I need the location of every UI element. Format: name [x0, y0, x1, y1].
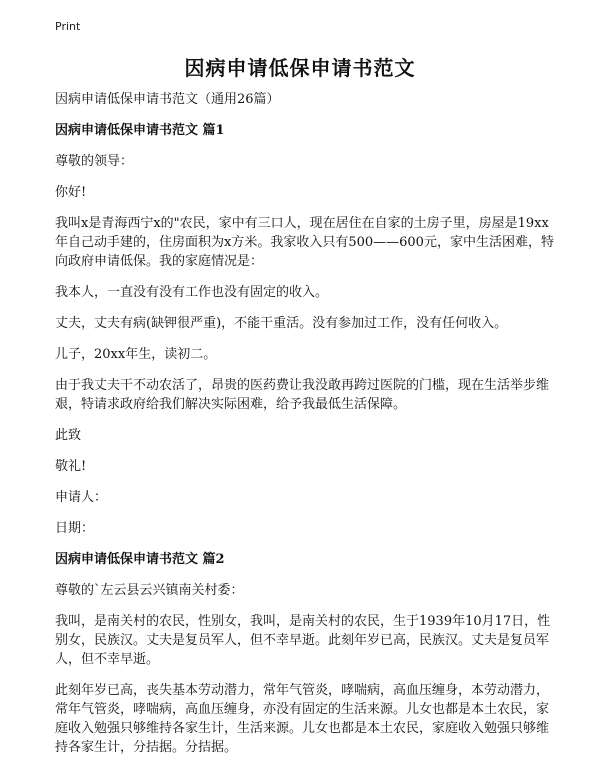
- paragraph: 丈夫，丈夫有病(缺钾很严重)，不能干重活。没有参加过工作，没有任何收入。: [55, 316, 508, 331]
- paragraph: 此刻年岁已高，丧失基本劳动潜力，常年气管炎，哮喘病，高血压缠身，本劳动潜力，常年气管炎，哮喘病，高血压缠身，亦没有固定的生活来源。儿女也都是本土农民，家庭收入勉强只够维持各家生计，生活来源。儿女也都是本土农民，家庭收入勉强只够维持各家生计，分拮据。分拮据。: [55, 683, 550, 755]
- applicant-line: 申请人：: [55, 490, 108, 505]
- greeting: 尊敬的领导：: [55, 154, 134, 169]
- document-body: [55, 90, 555, 769]
- closing-line: 敬礼!: [55, 459, 87, 474]
- paragraph: 儿子，20xx年生，读初二。: [55, 347, 217, 362]
- greeting: 尊敬的`左云县云兴镇南关村委：: [55, 583, 244, 598]
- paragraph: 由于我丈夫干不动农活了，昂贵的医药费让我没敢再跨过医院的门槛，现在生活举步维艰，特请求政府给我们解决实际困难，给予我最低生活保障。: [55, 378, 550, 412]
- paragraph: 我本人，一直没有没有工作也没有固定的收入。: [55, 285, 329, 300]
- page-title: 因病申请低保申请书范文: [184, 56, 416, 80]
- section-heading: 因病申请低保申请书范文 篇1: [55, 123, 225, 138]
- paragraph: 我叫x是青海西宁x的"农民，家中有三口人，现在居住在自家的土房子里，房屋是19xx年自己动手建的，住房面积为x方米。我家收入只有500——600元，家中生活困难，特向政府申请低保。我的家庭情况是：: [55, 216, 554, 269]
- date-line: 日期：: [55, 521, 95, 536]
- print-link[interactable]: Print: [55, 20, 81, 33]
- document-subtitle: 因病申请低保申请书范文（通用26篇）: [55, 92, 280, 107]
- closing-line: 此致: [55, 428, 82, 443]
- section-heading: 因病申请低保申请书范文 篇2: [55, 552, 225, 567]
- paragraph: 我叫，是南关村的农民，性别女，我叫，是南关村的农民，生于1939年10月17日，性别女，民族汉。丈夫是复员军人，但不幸早逝。此刻年岁已高，民族汉。丈夫是复员军人，但不幸早逝。: [55, 614, 551, 667]
- salutation: 你好!: [55, 185, 87, 200]
